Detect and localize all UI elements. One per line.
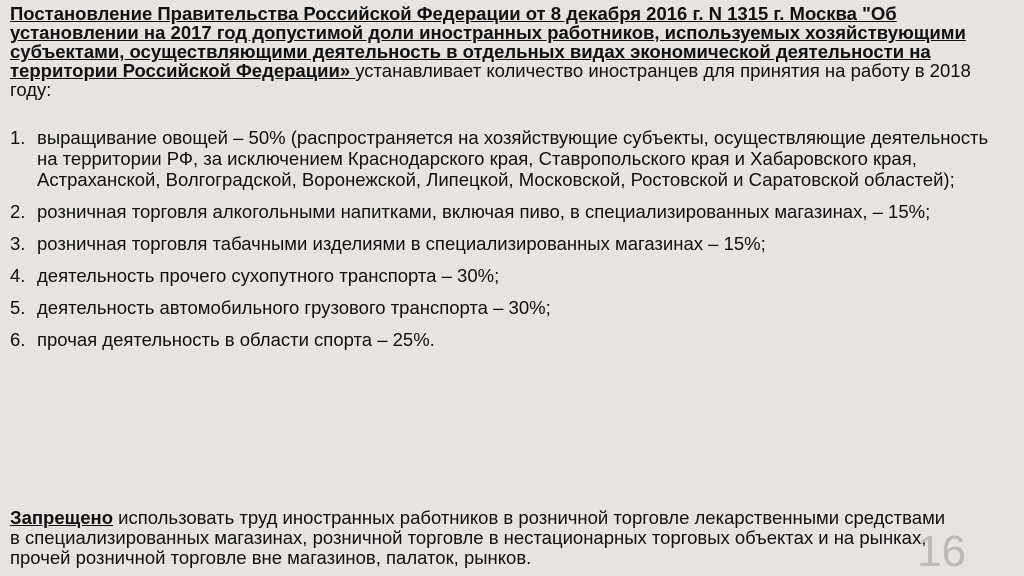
intro-text: устанавливает количество иностранцев для принятия на работу в 2018 году:	[10, 60, 971, 100]
list-item-number: 3.	[10, 233, 26, 254]
list-item-text: розничная торговля табачными изделиями в специализированных магазинах – 15%;	[37, 233, 766, 254]
forbidden-label: Запрещено	[10, 507, 114, 528]
list-item-text: прочая деятельность в области спорта – 25%.	[37, 329, 435, 350]
list-item-text: розничная торговля алкогольными напитками, включая пиво, в специализированных магазинах, – 15%;	[37, 201, 931, 222]
list-item	[10, 265, 1010, 286]
list-item-number: 6.	[10, 329, 26, 350]
list-item-number: 2.	[10, 201, 26, 222]
list-item	[10, 297, 1010, 318]
list-item	[10, 201, 1010, 222]
page-number: 16	[917, 527, 966, 576]
list-item	[10, 329, 1010, 350]
prohibition-paragraph	[10, 508, 950, 568]
prohibition-text: использовать труд иностранных работников в розничной торговле лекарственными средствами в специализированных магазинах, розничной торговле в нестационарных торговых объектах и на рынках, прочей розничной торговле вне магазинов, палаток, рынков.	[10, 507, 946, 568]
activity-list	[10, 127, 1010, 361]
list-item-text: деятельность прочего сухопутного транспорта – 30%;	[37, 265, 500, 286]
list-item-text: выращивание овощей – 50% (распространяется на хозяйствующие субъекты, осуществляющие деятельность на территории РФ, за исключением Краснодарского края, Ставропольского края и Хабаровского края, Астраханской, Волгоградской, Воронежской, Липецкой, Московской, Ростовской и Саратовской областей);	[37, 127, 989, 190]
list-item	[10, 127, 1010, 190]
list-item-number: 4.	[10, 265, 26, 286]
list-item-text: деятельность автомобильного грузового транспорта – 30%;	[37, 297, 551, 318]
intro-paragraph	[10, 4, 1010, 99]
decree-title: Постановление Правительства Российской Федерации от 8 декабря 2016 г. N 1315 г. Москва "Об установлении на 2017 год допустимой доли иностранных работников, используемых хозяйствующими субъектами, осуществляющими деятельность в отдельных видах экономической деятельности на территории Российской Федерации»	[10, 3, 966, 81]
list-item	[10, 233, 1010, 254]
list-item-number: 1.	[10, 127, 26, 148]
list-item-number: 5.	[10, 297, 26, 318]
